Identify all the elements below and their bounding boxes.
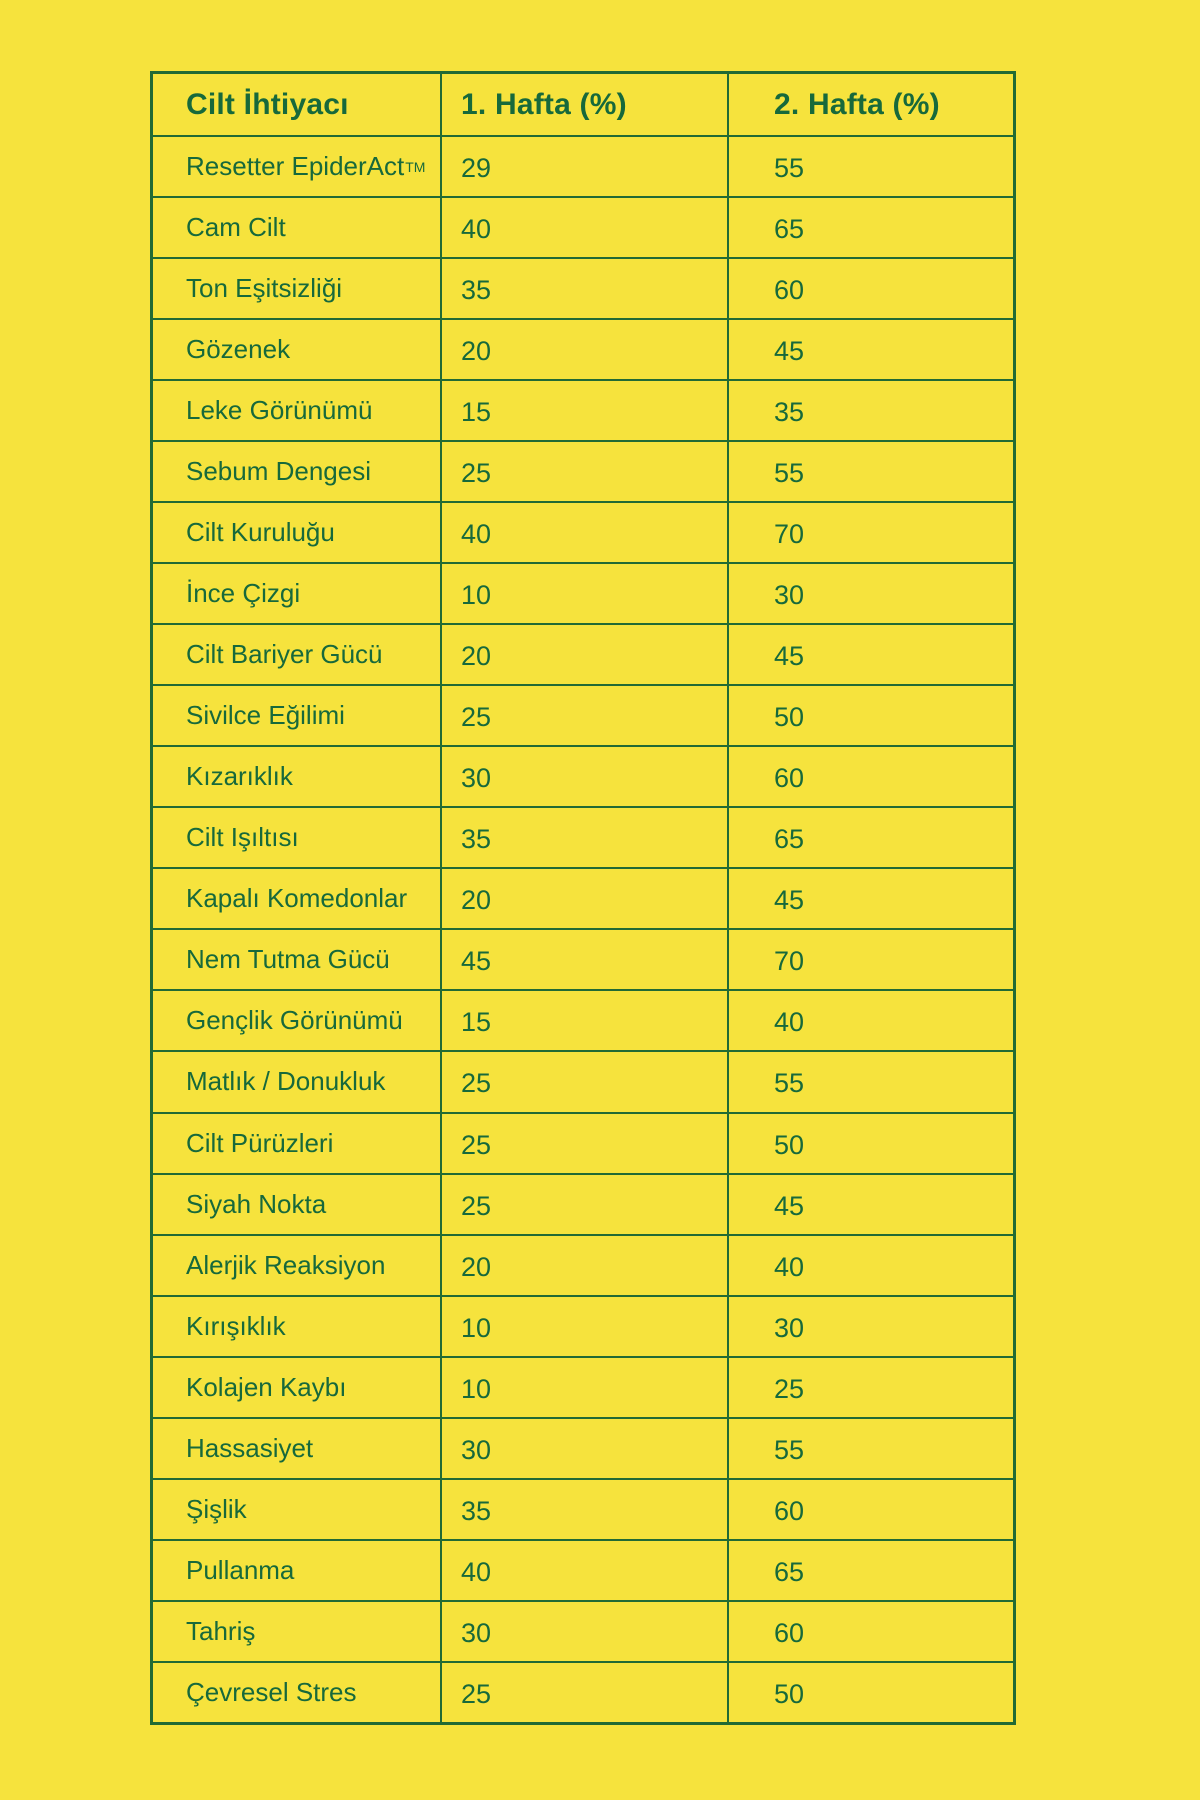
table-row (153, 1661, 1013, 1722)
table-row (153, 867, 1013, 928)
week2-value: 65 (774, 214, 805, 245)
table-row (153, 1050, 1013, 1111)
table-row (153, 1478, 1013, 1539)
table-row (153, 806, 1013, 867)
week1-value: 10 (442, 564, 729, 623)
skin-need-label: Leke Görünümü (153, 381, 442, 440)
week1-value: 45 (442, 930, 729, 989)
table-row (153, 928, 1013, 989)
week2-value: 50 (774, 1678, 805, 1709)
week2-value: 60 (774, 763, 805, 794)
week2-value: 45 (774, 336, 805, 367)
week1-value: 10 (442, 1358, 729, 1417)
skin-need-label: Kapalı Komedonlar (153, 869, 442, 928)
week1-value: 15 (442, 991, 729, 1050)
table-row (153, 1295, 1013, 1356)
column-header-skin-need: Cilt İhtiyacı (153, 74, 442, 135)
table-row (153, 1173, 1013, 1234)
skin-need-label: Cilt Işıltısı (153, 808, 442, 867)
table-row (153, 1234, 1013, 1295)
week1-value: 20 (442, 320, 729, 379)
skin-need-label: Sivilce Eğilimi (153, 686, 442, 745)
table-row (153, 1600, 1013, 1661)
skin-need-label: Gözenek (153, 320, 442, 379)
skin-need-label: Alerjik Reaksiyon (153, 1236, 442, 1295)
table-row (153, 562, 1013, 623)
week2-value: 40 (774, 1251, 805, 1282)
week2-value: 65 (774, 1556, 805, 1587)
skin-need-label: Matlık / Donukluk (153, 1052, 442, 1111)
table-row (153, 684, 1013, 745)
week2-value: 60 (774, 275, 805, 306)
table-row (153, 989, 1013, 1050)
week1-value: 30 (442, 747, 729, 806)
week2-value: 45 (774, 641, 805, 672)
table-row (153, 1417, 1013, 1478)
week1-value: 10 (442, 1297, 729, 1356)
skin-need-label: Ton Eşitsizliği (153, 259, 442, 318)
week2-value: 70 (774, 519, 805, 550)
skin-need-label: Şişlik (153, 1480, 442, 1539)
week1-value: 25 (442, 1663, 729, 1722)
week1-value: 40 (442, 1541, 729, 1600)
week1-value: 40 (442, 503, 729, 562)
week1-value: 30 (442, 1419, 729, 1478)
table-row (153, 623, 1013, 684)
table-row (153, 501, 1013, 562)
skin-needs-results-table (150, 71, 1016, 1725)
skin-need-label: Cilt Kuruluğu (153, 503, 442, 562)
week1-value: 25 (442, 1114, 729, 1173)
skin-need-label: Pullanma (153, 1541, 442, 1600)
table-row (153, 1539, 1013, 1600)
week1-value: 35 (442, 259, 729, 318)
week1-value: 20 (442, 1236, 729, 1295)
skin-need-label: Sebum Dengesi (153, 442, 442, 501)
week2-value: 40 (774, 1007, 805, 1038)
week2-value: 50 (774, 1129, 805, 1160)
table-row (153, 135, 1013, 196)
skin-need-label: Cilt Pürüzleri (153, 1114, 442, 1173)
week2-value: 55 (774, 1068, 805, 1099)
column-header-week2: 2. Hafta (%) (774, 87, 940, 121)
week1-value: 35 (442, 808, 729, 867)
week1-value: 25 (442, 442, 729, 501)
week1-value: 30 (442, 1602, 729, 1661)
week2-value: 55 (774, 1434, 805, 1465)
skin-need-label: Resetter EpiderAct TM (153, 137, 442, 196)
week2-value: 30 (774, 1312, 805, 1343)
week2-value: 60 (774, 1617, 805, 1648)
week2-value: 65 (774, 824, 805, 855)
table-row (153, 196, 1013, 257)
week1-value: 25 (442, 1052, 729, 1111)
table-row (153, 440, 1013, 501)
week1-value: 25 (442, 1175, 729, 1234)
table-row (153, 1112, 1013, 1173)
table-header-row (153, 74, 1013, 135)
table-row (153, 745, 1013, 806)
week1-value: 15 (442, 381, 729, 440)
skin-need-label: Çevresel Stres (153, 1663, 442, 1722)
week1-value: 35 (442, 1480, 729, 1539)
skin-need-label: İnce Çizgi (153, 564, 442, 623)
week2-value: 25 (774, 1373, 805, 1404)
table-row (153, 379, 1013, 440)
week1-value: 29 (442, 137, 729, 196)
skin-need-label: Cam Cilt (153, 198, 442, 257)
week2-value: 55 (774, 153, 805, 184)
skin-need-label: Hassasiyet (153, 1419, 442, 1478)
skin-need-label: Cilt Bariyer Gücü (153, 625, 442, 684)
skin-need-label: Kolajen Kaybı (153, 1358, 442, 1417)
week1-value: 20 (442, 625, 729, 684)
table-row (153, 1356, 1013, 1417)
week2-value: 60 (774, 1495, 805, 1526)
week2-value: 35 (774, 397, 805, 428)
week2-value: 45 (774, 1190, 805, 1221)
skin-need-label: Kırışıklık (153, 1297, 442, 1356)
week2-value: 55 (774, 458, 805, 489)
skin-need-label: Kızarıklık (153, 747, 442, 806)
week2-value: 50 (774, 702, 805, 733)
skin-need-label: Siyah Nokta (153, 1175, 442, 1234)
table-row (153, 257, 1013, 318)
column-header-week1: 1. Hafta (%) (442, 74, 729, 135)
week1-value: 40 (442, 198, 729, 257)
week1-value: 25 (442, 686, 729, 745)
week1-value: 20 (442, 869, 729, 928)
week2-value: 45 (774, 885, 805, 916)
skin-need-label: Tahriş (153, 1602, 442, 1661)
table-row (153, 318, 1013, 379)
skin-need-label: Nem Tutma Gücü (153, 930, 442, 989)
week2-value: 70 (774, 946, 805, 977)
week2-value: 30 (774, 580, 805, 611)
skin-need-label: Gençlik Görünümü (153, 991, 442, 1050)
